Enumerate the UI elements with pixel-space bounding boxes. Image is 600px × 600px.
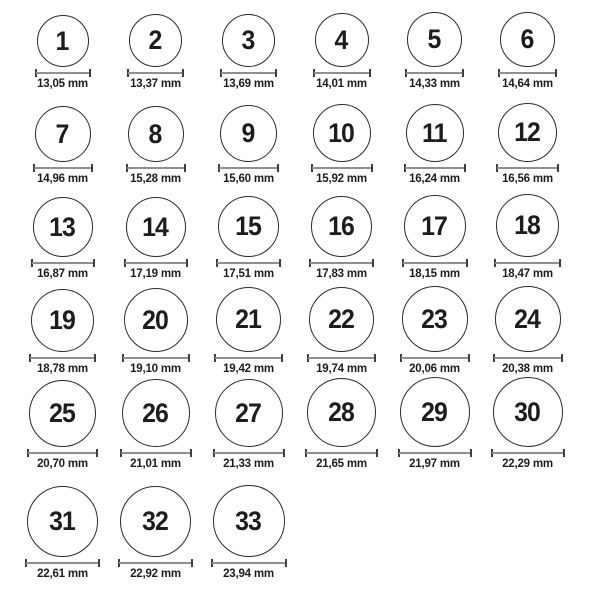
ruler-line: [492, 452, 564, 454]
ring-size-item: [16, 381, 109, 476]
ring-circle: [216, 287, 281, 352]
ruler-line: [314, 72, 370, 74]
ruler-tick-right: [464, 164, 466, 172]
ring-circle: [496, 194, 559, 257]
diameter-ruler: [494, 259, 561, 267]
ring-circle: [315, 13, 369, 67]
ring-size-item: [481, 286, 574, 381]
ring-circle: [128, 106, 184, 162]
diameter-label: 18,78 mm: [37, 363, 88, 375]
ring-circle: [215, 379, 283, 447]
ring-circle: [407, 12, 462, 67]
ring-size-item: [109, 1, 202, 96]
ruler-line: [399, 452, 471, 454]
ring-size-item: [388, 96, 481, 191]
diameter-label: 21,01 mm: [130, 458, 181, 470]
ring-size-item: [16, 1, 109, 96]
ruler-line: [212, 562, 286, 564]
diameter-label: 16,56 mm: [502, 173, 553, 185]
ruler-tick-right: [89, 69, 91, 77]
ring-size-number: 4: [335, 24, 348, 55]
ruler-tick-right: [285, 559, 287, 567]
ring-circle: [493, 377, 563, 447]
ring-size-number: 18: [514, 210, 541, 240]
ring-size-number: 28: [328, 397, 355, 427]
ring-size-number: 19: [49, 305, 76, 335]
ruler-tick-right: [93, 259, 95, 267]
ruler-line: [219, 167, 278, 169]
ring-size-number: 1: [56, 25, 69, 56]
ring-size-number: 13: [49, 211, 76, 242]
diameter-ruler: [398, 449, 472, 457]
diameter-label: 22,92 mm: [130, 568, 181, 580]
diameter-ruler: [493, 354, 563, 362]
diameter-ruler: [309, 259, 374, 267]
ring-circle: [400, 377, 470, 447]
ring-size-item: [202, 191, 295, 286]
ring-size-number: 30: [514, 396, 541, 427]
ring-circle: [126, 197, 186, 257]
ruler-line: [28, 452, 97, 454]
diameter-ruler: [404, 164, 466, 172]
ring-size-item: [295, 286, 388, 381]
ring-circle: [37, 15, 89, 67]
ring-circle: [27, 486, 98, 557]
ring-size-item: [202, 1, 295, 96]
ring-size-number: 20: [142, 304, 169, 335]
ruler-tick-right: [561, 354, 563, 362]
ruler-line: [30, 357, 95, 359]
diameter-ruler: [313, 69, 371, 77]
ruler-line: [214, 452, 284, 454]
diameter-ruler: [402, 259, 468, 267]
ruler-tick-right: [281, 354, 283, 362]
ruler-tick-right: [372, 259, 374, 267]
ruler-tick-right: [557, 164, 559, 172]
diameter-label: 22,29 mm: [502, 458, 553, 470]
diameter-label: 23,94 mm: [223, 568, 274, 580]
diameter-label: 17,83 mm: [316, 268, 367, 280]
diameter-label: 13,69 mm: [223, 78, 274, 90]
ruler-line: [308, 357, 375, 359]
ring-size-number: 10: [328, 117, 355, 148]
diameter-ruler: [220, 69, 277, 77]
diameter-ruler: [216, 259, 281, 267]
ruler-line: [32, 262, 94, 264]
ruler-tick-right: [559, 259, 561, 267]
ring-size-number: 7: [56, 118, 69, 149]
diameter-ruler: [311, 164, 373, 172]
ring-size-item: [388, 191, 481, 286]
ring-size-number: 9: [242, 118, 255, 148]
diameter-label: 16,24 mm: [409, 173, 460, 185]
ruler-line: [497, 167, 558, 169]
ring-size-number: 5: [428, 24, 441, 54]
chart-row: [16, 191, 584, 286]
ring-size-number: 6: [521, 24, 534, 54]
ring-size-number: 23: [421, 303, 448, 334]
diameter-label: 21,65 mm: [316, 458, 367, 470]
chart-row: [16, 476, 584, 586]
ring-size-number: 2: [149, 25, 162, 55]
ring-circle: [213, 485, 285, 557]
ring-size-number: 15: [235, 211, 262, 241]
ruler-tick-right: [374, 354, 376, 362]
ruler-line: [401, 357, 469, 359]
ruler-tick-right: [184, 164, 186, 172]
ring-circle: [124, 288, 188, 352]
ring-circle: [307, 378, 376, 447]
ruler-line: [312, 167, 372, 169]
ring-size-number: 29: [421, 396, 448, 427]
diameter-ruler: [126, 164, 186, 172]
ring-size-item: [16, 476, 109, 586]
diameter-ruler: [496, 164, 559, 172]
ring-size-item: [295, 96, 388, 191]
diameter-ruler: [127, 69, 184, 77]
ring-size-item: [481, 1, 574, 96]
chart-row: [16, 286, 584, 381]
diameter-label: 14,01 mm: [316, 78, 367, 90]
ruler-line: [494, 357, 562, 359]
ring-circle: [402, 286, 468, 352]
ruler-tick-right: [191, 559, 193, 567]
ruler-line: [310, 262, 373, 264]
diameter-ruler: [31, 259, 95, 267]
ring-size-number: 8: [149, 118, 162, 149]
ruler-tick-right: [466, 259, 468, 267]
diameter-ruler: [491, 449, 565, 457]
diameter-label: 20,38 mm: [502, 363, 553, 375]
diameter-ruler: [25, 559, 100, 567]
ring-circle: [313, 104, 371, 162]
ruler-line: [406, 72, 463, 74]
diameter-ruler: [120, 449, 192, 457]
diameter-label: 15,60 mm: [223, 173, 274, 185]
ring-size-item: [202, 96, 295, 191]
diameter-label: 13,37 mm: [130, 78, 181, 90]
ring-circle: [309, 287, 374, 352]
diameter-ruler: [211, 559, 287, 567]
ring-size-item: [202, 381, 295, 476]
ring-size-number: 12: [514, 117, 541, 147]
ring-size-item: [202, 476, 295, 586]
ruler-line: [128, 72, 183, 74]
ring-circle: [218, 196, 279, 257]
ring-circle: [220, 105, 277, 162]
ring-size-number: 16: [328, 211, 355, 241]
ruler-line: [26, 562, 99, 564]
ruler-line: [127, 167, 185, 169]
ring-circle: [311, 196, 372, 257]
ring-circle: [122, 379, 190, 447]
ring-size-item: [481, 191, 574, 286]
ring-circle: [129, 14, 182, 67]
ruler-tick-right: [376, 449, 378, 457]
ruler-line: [495, 262, 560, 264]
diameter-ruler: [29, 354, 96, 362]
ring-size-number: 27: [235, 397, 262, 428]
ruler-line: [123, 357, 189, 359]
diameter-label: 18,15 mm: [409, 268, 460, 280]
diameter-label: 19,74 mm: [316, 363, 367, 375]
ring-size-number: 22: [328, 304, 355, 334]
ruler-line: [403, 262, 467, 264]
ruler-line: [217, 262, 280, 264]
diameter-label: 20,06 mm: [409, 363, 460, 375]
ring-size-item: [295, 381, 388, 476]
ruler-tick-right: [91, 164, 93, 172]
ruler-tick-right: [182, 69, 184, 77]
ring-size-number: 3: [242, 25, 255, 55]
ring-size-item: [202, 286, 295, 381]
chart-row: [16, 96, 584, 191]
ruler-tick-right: [468, 354, 470, 362]
diameter-label: 18,47 mm: [502, 268, 553, 280]
ring-circle: [33, 197, 93, 257]
diameter-label: 15,28 mm: [130, 173, 181, 185]
ring-size-item: [109, 286, 202, 381]
diameter-label: 19,10 mm: [130, 363, 181, 375]
ring-size-item: [388, 381, 481, 476]
diameter-ruler: [405, 69, 464, 77]
ring-size-item: [16, 286, 109, 381]
ruler-tick-right: [563, 449, 565, 457]
ruler-line: [499, 72, 556, 74]
ruler-tick-right: [188, 354, 190, 362]
ring-size-number: 11: [422, 117, 447, 148]
diameter-label: 22,61 mm: [37, 568, 88, 580]
ring-size-item: [388, 1, 481, 96]
diameter-label: 19,42 mm: [223, 363, 274, 375]
diameter-label: 17,51 mm: [223, 268, 274, 280]
ring-circle: [31, 289, 94, 352]
diameter-label: 15,92 mm: [316, 173, 367, 185]
ruler-tick-right: [369, 69, 371, 77]
ruler-tick-right: [275, 69, 277, 77]
ring-size-number: 17: [421, 210, 448, 241]
diameter-ruler: [33, 164, 93, 172]
ring-size-item: [109, 191, 202, 286]
ring-size-item: [295, 191, 388, 286]
ring-size-item: [481, 96, 574, 191]
ruler-line: [34, 167, 92, 169]
diameter-ruler: [124, 259, 188, 267]
ring-size-number: 14: [142, 211, 169, 242]
diameter-label: 17,19 mm: [130, 268, 181, 280]
ring-circle: [222, 14, 275, 67]
ring-size-item: [109, 96, 202, 191]
ring-circle: [404, 195, 466, 257]
chart-row: [16, 1, 584, 96]
diameter-ruler: [305, 449, 378, 457]
ruler-tick-right: [279, 259, 281, 267]
ring-size-number: 31: [49, 506, 76, 536]
ruler-tick-right: [186, 259, 188, 267]
ruler-tick-right: [277, 164, 279, 172]
ruler-tick-right: [94, 354, 96, 362]
ring-size-number: 21: [235, 304, 262, 334]
ruler-line: [121, 452, 191, 454]
ring-size-item: [16, 191, 109, 286]
ring-size-item: [109, 381, 202, 476]
diameter-label: 14,64 mm: [502, 78, 553, 90]
ring-circle: [500, 12, 555, 67]
ruler-tick-right: [283, 449, 285, 457]
ruler-line: [215, 357, 282, 359]
ruler-tick-right: [96, 449, 98, 457]
diameter-ruler: [118, 559, 193, 567]
ring-size-number: 33: [235, 505, 262, 536]
ruler-line: [306, 452, 377, 454]
diameter-ruler: [214, 354, 283, 362]
diameter-label: 14,33 mm: [409, 78, 460, 90]
ring-size-item: [16, 96, 109, 191]
diameter-ruler: [218, 164, 279, 172]
ruler-tick-right: [462, 69, 464, 77]
diameter-label: 21,33 mm: [223, 458, 274, 470]
chart-row: [16, 381, 584, 476]
ruler-line: [405, 167, 465, 169]
ring-size-number: 32: [142, 506, 169, 536]
ring-circle: [495, 286, 561, 352]
ruler-tick-right: [371, 164, 373, 172]
ring-size-number: 26: [142, 397, 169, 428]
ruler-line: [36, 72, 90, 74]
diameter-label: 14,96 mm: [37, 173, 88, 185]
ruler-line: [119, 562, 192, 564]
diameter-ruler: [27, 449, 98, 457]
diameter-label: 16,87 mm: [37, 268, 88, 280]
diameter-ruler: [35, 69, 91, 77]
ring-circle: [406, 104, 464, 162]
ring-size-item: [295, 1, 388, 96]
ring-size-item: [388, 286, 481, 381]
ruler-line: [125, 262, 187, 264]
ring-size-item: [481, 381, 574, 476]
ruler-tick-right: [190, 449, 192, 457]
ruler-tick-right: [98, 559, 100, 567]
diameter-ruler: [213, 449, 285, 457]
ring-size-number: 24: [514, 303, 541, 334]
ruler-line: [221, 72, 276, 74]
ring-circle: [29, 380, 96, 447]
diameter-ruler: [400, 354, 470, 362]
diameter-label: 13,05 mm: [37, 78, 88, 90]
ring-circle: [35, 106, 91, 162]
ruler-tick-right: [470, 449, 472, 457]
ring-size-item: [109, 476, 202, 586]
diameter-label: 20,70 mm: [37, 458, 88, 470]
ruler-tick-right: [555, 69, 557, 77]
ring-circle: [120, 486, 191, 557]
ring-size-number: 25: [49, 398, 76, 428]
ring-circle: [498, 103, 557, 162]
diameter-ruler: [122, 354, 190, 362]
diameter-ruler: [307, 354, 376, 362]
diameter-ruler: [498, 69, 557, 77]
diameter-label: 21,97 mm: [409, 458, 460, 470]
